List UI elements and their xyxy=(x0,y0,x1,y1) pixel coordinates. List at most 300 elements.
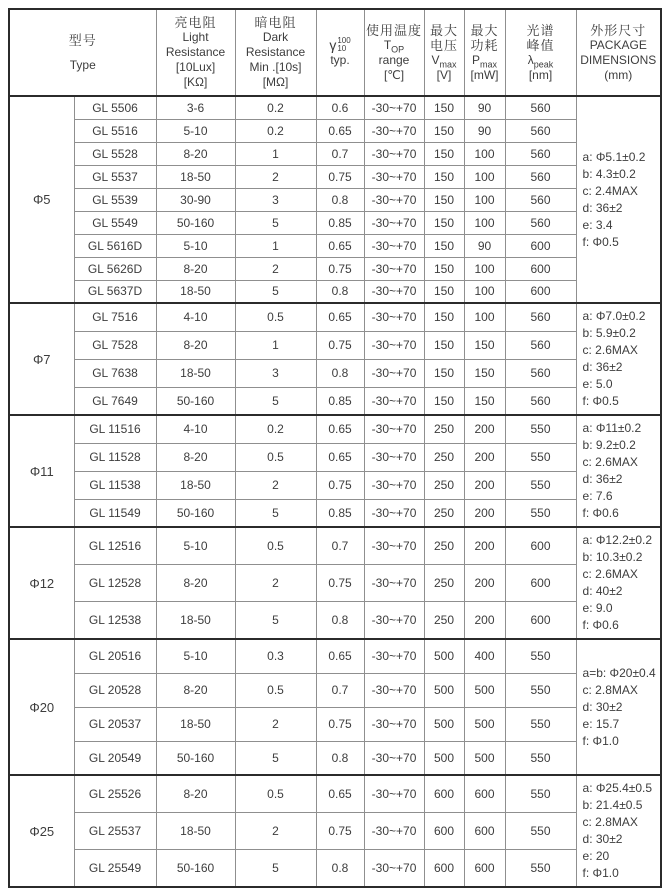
cell-top-range: -30~+70 xyxy=(364,639,424,673)
cell-top-range: -30~+70 xyxy=(364,812,424,849)
header-light-unit: [KΩ] xyxy=(183,75,208,89)
cell-model: GL 5537 xyxy=(74,165,156,188)
cell-lambda-peak: 560 xyxy=(505,387,576,415)
size-group-label: Φ25 xyxy=(9,775,74,887)
size-group-label: Φ7 xyxy=(9,303,74,415)
cell-gamma: 0.65 xyxy=(316,119,364,142)
cell-vmax: 500 xyxy=(424,741,464,775)
cell-vmax: 150 xyxy=(424,257,464,280)
header-temp-unit: [℃] xyxy=(383,67,405,82)
cell-top-range: -30~+70 xyxy=(364,331,424,359)
cell-model: GL 12538 xyxy=(74,602,156,639)
header-row xyxy=(9,9,661,96)
cell-top-range: -30~+70 xyxy=(364,165,424,188)
package-dimensions-cell xyxy=(576,639,661,775)
header-light-resistance xyxy=(156,9,235,96)
header-package-unit: (mm) xyxy=(604,67,633,82)
cell-lambda-peak: 550 xyxy=(505,499,576,527)
package-dimension-line: f: Φ0.6 xyxy=(582,618,619,632)
package-dimension-line: d: 30±2 xyxy=(582,699,623,714)
package-dimensions-cell xyxy=(576,415,661,527)
table-row xyxy=(9,142,661,165)
cell-light-resistance: 50-160 xyxy=(156,741,235,775)
header-pmax-zh1: 最大 xyxy=(470,22,499,38)
cell-pmax: 100 xyxy=(464,257,505,280)
cell-dark-resistance: 2 xyxy=(235,257,316,280)
header-temp-symbol: $T_{OP}$ xyxy=(383,37,405,54)
cell-model: GL 5539 xyxy=(74,188,156,211)
cell-pmax: 200 xyxy=(464,471,505,499)
cell-vmax: 500 xyxy=(424,639,464,673)
cell-lambda-peak: 600 xyxy=(505,257,576,280)
header-gamma xyxy=(316,9,364,96)
cell-light-resistance: 8-20 xyxy=(156,257,235,280)
cell-pmax: 90 xyxy=(464,119,505,142)
cell-top-range: -30~+70 xyxy=(364,850,424,887)
cell-pmax: 150 xyxy=(464,331,505,359)
gamma-typ: typ. xyxy=(330,53,350,67)
header-vmax-zh2: 电压 xyxy=(430,37,459,53)
package-dimension-line: a: Φ12.2±0.2 xyxy=(582,533,653,547)
cell-gamma: 0.75 xyxy=(316,165,364,188)
header-package-zh: 外形尺寸 xyxy=(590,22,647,38)
cell-gamma: 0.65 xyxy=(316,415,364,443)
cell-vmax: 250 xyxy=(424,564,464,601)
package-dimension-line: c: 2.6MAX xyxy=(582,455,638,469)
cell-lambda-peak: 600 xyxy=(505,602,576,639)
package-dimension-line: a: Φ7.0±0.2 xyxy=(582,309,646,323)
cell-lambda-peak: 600 xyxy=(505,234,576,257)
cell-light-resistance: 18-50 xyxy=(156,359,235,387)
cell-top-range: -30~+70 xyxy=(364,673,424,707)
cell-top-range: -30~+70 xyxy=(364,471,424,499)
package-dimensions-cell xyxy=(576,96,661,303)
table-row xyxy=(9,812,661,849)
cell-gamma: 0.75 xyxy=(316,707,364,741)
cell-model: GL 5528 xyxy=(74,142,156,165)
cell-model: GL 11516 xyxy=(74,415,156,443)
cell-model: GL 5637D xyxy=(74,280,156,303)
table-row xyxy=(9,119,661,142)
cell-gamma: 0.65 xyxy=(316,303,364,331)
cell-gamma: 0.8 xyxy=(316,188,364,211)
cell-model: GL 25526 xyxy=(74,775,156,812)
cell-vmax: 150 xyxy=(424,211,464,234)
header-temp-range: range xyxy=(378,52,410,67)
cell-light-resistance: 8-20 xyxy=(156,775,235,812)
package-dimension-line: b: 4.3±0.2 xyxy=(582,166,636,181)
header-type-en: Type xyxy=(69,57,96,72)
cell-pmax: 150 xyxy=(464,387,505,415)
cell-dark-resistance: 3 xyxy=(235,188,316,211)
cell-top-range: -30~+70 xyxy=(364,775,424,812)
header-dark-l1: Dark xyxy=(262,30,289,44)
cell-dark-resistance: 2 xyxy=(235,471,316,499)
cell-pmax: 100 xyxy=(464,165,505,188)
cell-vmax: 600 xyxy=(424,775,464,812)
table-row xyxy=(9,331,661,359)
cell-model: GL 11549 xyxy=(74,499,156,527)
table-row xyxy=(9,602,661,639)
cell-top-range: -30~+70 xyxy=(364,741,424,775)
header-dark-resistance xyxy=(235,9,316,96)
cell-gamma: 0.8 xyxy=(316,741,364,775)
cell-dark-resistance: 0.5 xyxy=(235,673,316,707)
cell-vmax: 600 xyxy=(424,850,464,887)
package-dimension-line: e: 15.7 xyxy=(582,716,620,731)
cell-light-resistance: 4-10 xyxy=(156,303,235,331)
cell-pmax: 200 xyxy=(464,527,505,564)
cell-dark-resistance: 0.5 xyxy=(235,527,316,564)
cell-top-range: -30~+70 xyxy=(364,499,424,527)
table-row xyxy=(9,387,661,415)
cell-dark-resistance: 2 xyxy=(235,812,316,849)
cell-model: GL 12528 xyxy=(74,564,156,601)
cell-vmax: 250 xyxy=(424,471,464,499)
package-dimension-line: d: 36±2 xyxy=(582,472,623,486)
package-dimension-line: f: Φ0.6 xyxy=(582,506,619,520)
cell-light-resistance: 5-10 xyxy=(156,234,235,257)
header-light-l2: Resistance xyxy=(165,45,226,59)
cell-dark-resistance: 5 xyxy=(235,387,316,415)
cell-vmax: 150 xyxy=(424,165,464,188)
header-package-dimensions xyxy=(576,9,661,96)
cell-dark-resistance: 0.5 xyxy=(235,443,316,471)
cell-lambda-peak: 550 xyxy=(505,471,576,499)
cell-pmax: 90 xyxy=(464,96,505,119)
table-row xyxy=(9,850,661,887)
cell-model: GL 5516 xyxy=(74,119,156,142)
cell-top-range: -30~+70 xyxy=(364,443,424,471)
cell-light-resistance: 8-20 xyxy=(156,443,235,471)
package-dimension-line: b: 5.9±0.2 xyxy=(582,326,636,340)
cell-dark-resistance: 5 xyxy=(235,211,316,234)
cell-lambda-peak: 550 xyxy=(505,707,576,741)
cell-gamma: 0.75 xyxy=(316,257,364,280)
cell-lambda-peak: 560 xyxy=(505,165,576,188)
cell-vmax: 150 xyxy=(424,96,464,119)
cell-top-range: -30~+70 xyxy=(364,415,424,443)
cell-pmax: 400 xyxy=(464,639,505,673)
cell-lambda-peak: 560 xyxy=(505,211,576,234)
table-row xyxy=(9,775,661,812)
package-dimensions-cell xyxy=(576,527,661,639)
table-row xyxy=(9,280,661,303)
cell-vmax: 150 xyxy=(424,142,464,165)
cell-top-range: -30~+70 xyxy=(364,527,424,564)
package-dimension-line: a=b: Φ20±0.4 xyxy=(582,665,656,680)
cell-lambda-peak: 550 xyxy=(505,639,576,673)
cell-lambda-peak: 550 xyxy=(505,443,576,471)
cell-pmax: 200 xyxy=(464,443,505,471)
package-dimension-line: c: 2.6MAX xyxy=(582,567,638,581)
cell-gamma: 0.65 xyxy=(316,443,364,471)
package-dimensions-cell xyxy=(576,775,661,887)
table-row xyxy=(9,234,661,257)
cell-light-resistance: 18-50 xyxy=(156,280,235,303)
header-dark-zh: 暗电阻 xyxy=(254,15,297,30)
package-dimension-line: b: 21.4±0.5 xyxy=(582,798,643,812)
table-row xyxy=(9,188,661,211)
header-vmax-unit: [V] xyxy=(436,67,452,82)
cell-gamma: 0.8 xyxy=(316,359,364,387)
header-lambda-zh2: 峰值 xyxy=(526,37,555,53)
cell-vmax: 250 xyxy=(424,602,464,639)
table-row xyxy=(9,303,661,331)
size-group-label: Φ5 xyxy=(9,96,74,303)
package-dimension-line: c: 2.4MAX xyxy=(582,183,638,198)
cell-dark-resistance: 1 xyxy=(235,331,316,359)
cell-vmax: 150 xyxy=(424,234,464,257)
cell-light-resistance: 18-50 xyxy=(156,471,235,499)
header-pmax-zh2: 功耗 xyxy=(470,37,499,53)
cell-light-resistance: 30-90 xyxy=(156,188,235,211)
cell-pmax: 500 xyxy=(464,673,505,707)
gamma-letter: γ xyxy=(329,37,337,53)
cell-lambda-peak: 550 xyxy=(505,812,576,849)
cell-pmax: 600 xyxy=(464,850,505,887)
cell-pmax: 600 xyxy=(464,812,505,849)
package-dimension-line: e: 9.0 xyxy=(582,601,613,615)
cell-model: GL 20549 xyxy=(74,741,156,775)
table-row xyxy=(9,96,661,119)
cell-light-resistance: 50-160 xyxy=(156,387,235,415)
cell-dark-resistance: 2 xyxy=(235,165,316,188)
cell-pmax: 90 xyxy=(464,234,505,257)
header-dark-cond: Min .[10s] xyxy=(249,60,302,74)
package-dimensions-cell xyxy=(576,303,661,415)
package-dimension-line: f: Φ1.0 xyxy=(582,866,619,880)
package-dimension-line: c: 2.6MAX xyxy=(582,343,638,357)
header-temp-zh: 使用温度 xyxy=(366,22,423,38)
cell-lambda-peak: 550 xyxy=(505,775,576,812)
cell-gamma: 0.75 xyxy=(316,331,364,359)
header-type xyxy=(9,9,156,96)
package-dimension-line: a: Φ11±0.2 xyxy=(582,421,642,435)
package-dimension-line: d: 36±2 xyxy=(582,200,623,215)
cell-dark-resistance: 5 xyxy=(235,741,316,775)
cell-top-range: -30~+70 xyxy=(364,707,424,741)
header-vmax xyxy=(424,9,464,96)
cell-top-range: -30~+70 xyxy=(364,387,424,415)
table-row xyxy=(9,564,661,601)
cell-pmax: 100 xyxy=(464,188,505,211)
cell-model: GL 5506 xyxy=(74,96,156,119)
cell-pmax: 500 xyxy=(464,707,505,741)
cell-light-resistance: 8-20 xyxy=(156,564,235,601)
cell-dark-resistance: 5 xyxy=(235,499,316,527)
package-dimension-line: f: Φ0.5 xyxy=(582,234,619,249)
package-dimension-line: f: Φ1.0 xyxy=(582,733,619,748)
cell-light-resistance: 18-50 xyxy=(156,707,235,741)
cell-dark-resistance: 5 xyxy=(235,850,316,887)
table-row xyxy=(9,741,661,775)
cell-dark-resistance: 0.2 xyxy=(235,119,316,142)
cell-model: GL 7516 xyxy=(74,303,156,331)
cell-vmax: 150 xyxy=(424,387,464,415)
gamma-sup: 100 xyxy=(337,36,351,45)
cell-gamma: 0.7 xyxy=(316,142,364,165)
cell-dark-resistance: 5 xyxy=(235,602,316,639)
cell-pmax: 200 xyxy=(464,415,505,443)
table-row xyxy=(9,211,661,234)
cell-top-range: -30~+70 xyxy=(364,564,424,601)
cell-light-resistance: 50-160 xyxy=(156,499,235,527)
cell-light-resistance: 50-160 xyxy=(156,211,235,234)
cell-lambda-peak: 600 xyxy=(505,280,576,303)
cell-lambda-peak: 550 xyxy=(505,415,576,443)
size-group-label: Φ20 xyxy=(9,639,74,775)
cell-top-range: -30~+70 xyxy=(364,119,424,142)
header-light-l1: Light xyxy=(182,30,209,44)
spec-table xyxy=(8,8,662,888)
header-pmax xyxy=(464,9,505,96)
package-dimension-line: a: Φ25.4±0.5 xyxy=(582,781,653,795)
cell-top-range: -30~+70 xyxy=(364,280,424,303)
cell-lambda-peak: 550 xyxy=(505,673,576,707)
cell-gamma: 0.6 xyxy=(316,96,364,119)
header-vmax-zh1: 最大 xyxy=(430,22,459,38)
size-group-label: Φ12 xyxy=(9,527,74,639)
cell-dark-resistance: 3 xyxy=(235,359,316,387)
cell-lambda-peak: 560 xyxy=(505,303,576,331)
table-row xyxy=(9,359,661,387)
cell-model: GL 20528 xyxy=(74,673,156,707)
cell-light-resistance: 18-50 xyxy=(156,602,235,639)
package-dimension-line: b: 9.2±0.2 xyxy=(582,438,636,452)
cell-top-range: -30~+70 xyxy=(364,211,424,234)
cell-light-resistance: 18-50 xyxy=(156,165,235,188)
table-row xyxy=(9,673,661,707)
table-row xyxy=(9,527,661,564)
cell-model: GL 5549 xyxy=(74,211,156,234)
cell-lambda-peak: 560 xyxy=(505,359,576,387)
package-dimension-line: e: 20 xyxy=(582,849,610,863)
cell-light-resistance: 8-20 xyxy=(156,142,235,165)
cell-lambda-peak: 550 xyxy=(505,741,576,775)
header-pmax-unit: [mW] xyxy=(470,67,499,82)
header-lambda-unit: [nm] xyxy=(528,67,553,82)
table-row xyxy=(9,443,661,471)
cell-top-range: -30~+70 xyxy=(364,188,424,211)
package-dimension-line: c: 2.8MAX xyxy=(582,682,638,697)
cell-lambda-peak: 560 xyxy=(505,119,576,142)
cell-vmax: 150 xyxy=(424,188,464,211)
table-row xyxy=(9,499,661,527)
cell-top-range: -30~+70 xyxy=(364,142,424,165)
cell-vmax: 150 xyxy=(424,119,464,142)
cell-model: GL 5626D xyxy=(74,257,156,280)
cell-vmax: 150 xyxy=(424,331,464,359)
cell-model: GL 11538 xyxy=(74,471,156,499)
cell-gamma: 0.8 xyxy=(316,850,364,887)
cell-dark-resistance: 1 xyxy=(235,234,316,257)
cell-model: GL 20537 xyxy=(74,707,156,741)
package-dimension-line: a: Φ5.1±0.2 xyxy=(582,149,646,164)
header-pmax-symbol: $P_{max}$ xyxy=(472,52,498,69)
cell-dark-resistance: 2 xyxy=(235,564,316,601)
cell-pmax: 200 xyxy=(464,602,505,639)
cell-model: GL 7649 xyxy=(74,387,156,415)
cell-vmax: 250 xyxy=(424,499,464,527)
package-dimension-line: d: 30±2 xyxy=(582,832,623,846)
cell-light-resistance: 8-20 xyxy=(156,331,235,359)
cell-top-range: -30~+70 xyxy=(364,359,424,387)
cell-gamma: 0.65 xyxy=(316,639,364,673)
gamma-sub: 10 xyxy=(337,44,347,53)
cell-gamma: 0.8 xyxy=(316,602,364,639)
cell-gamma: 0.65 xyxy=(316,775,364,812)
package-dimension-line: e: 5.0 xyxy=(582,377,613,391)
header-lambda-peak xyxy=(505,9,576,96)
cell-pmax: 200 xyxy=(464,564,505,601)
cell-light-resistance: 4-10 xyxy=(156,415,235,443)
cell-light-resistance: 8-20 xyxy=(156,673,235,707)
cell-light-resistance: 18-50 xyxy=(156,812,235,849)
cell-vmax: 500 xyxy=(424,673,464,707)
cell-gamma: 0.65 xyxy=(316,234,364,257)
cell-vmax: 500 xyxy=(424,707,464,741)
package-dimension-line: d: 36±2 xyxy=(582,360,623,374)
table-row xyxy=(9,165,661,188)
cell-lambda-peak: 560 xyxy=(505,142,576,165)
cell-lambda-peak: 600 xyxy=(505,564,576,601)
cell-light-resistance: 5-10 xyxy=(156,527,235,564)
package-dimension-line: e: 3.4 xyxy=(582,217,613,232)
cell-light-resistance: 3-6 xyxy=(156,96,235,119)
gamma-ratio xyxy=(337,37,350,53)
cell-gamma: 0.85 xyxy=(316,499,364,527)
size-group-label: Φ11 xyxy=(9,415,74,527)
cell-gamma: 0.7 xyxy=(316,527,364,564)
cell-top-range: -30~+70 xyxy=(364,303,424,331)
cell-gamma: 0.75 xyxy=(316,812,364,849)
cell-light-resistance: 50-160 xyxy=(156,850,235,887)
cell-vmax: 250 xyxy=(424,527,464,564)
cell-lambda-peak: 550 xyxy=(505,850,576,887)
cell-top-range: -30~+70 xyxy=(364,234,424,257)
cell-model: GL 25549 xyxy=(74,850,156,887)
cell-dark-resistance: 0.5 xyxy=(235,303,316,331)
cell-pmax: 500 xyxy=(464,741,505,775)
cell-dark-resistance: 5 xyxy=(235,280,316,303)
cell-dark-resistance: 0.2 xyxy=(235,415,316,443)
package-dimension-line: e: 7.6 xyxy=(582,489,613,503)
cell-vmax: 250 xyxy=(424,443,464,471)
cell-gamma: 0.7 xyxy=(316,673,364,707)
cell-pmax: 200 xyxy=(464,499,505,527)
cell-top-range: -30~+70 xyxy=(364,257,424,280)
cell-dark-resistance: 0.3 xyxy=(235,639,316,673)
cell-dark-resistance: 0.5 xyxy=(235,775,316,812)
cell-pmax: 100 xyxy=(464,280,505,303)
cell-vmax: 600 xyxy=(424,812,464,849)
cell-model: GL 20516 xyxy=(74,639,156,673)
cell-pmax: 100 xyxy=(464,211,505,234)
cell-model: GL 12516 xyxy=(74,527,156,564)
cell-lambda-peak: 560 xyxy=(505,188,576,211)
header-dark-unit: [MΩ] xyxy=(262,75,289,89)
header-dark-l2: Resistance xyxy=(245,45,306,59)
table-row xyxy=(9,707,661,741)
header-lambda-symbol: $\lambda_{peak}$ xyxy=(527,52,554,69)
cell-gamma: 0.85 xyxy=(316,387,364,415)
table-row xyxy=(9,639,661,673)
cell-lambda-peak: 600 xyxy=(505,527,576,564)
cell-top-range: -30~+70 xyxy=(364,96,424,119)
cell-dark-resistance: 0.2 xyxy=(235,96,316,119)
cell-model: GL 25537 xyxy=(74,812,156,849)
